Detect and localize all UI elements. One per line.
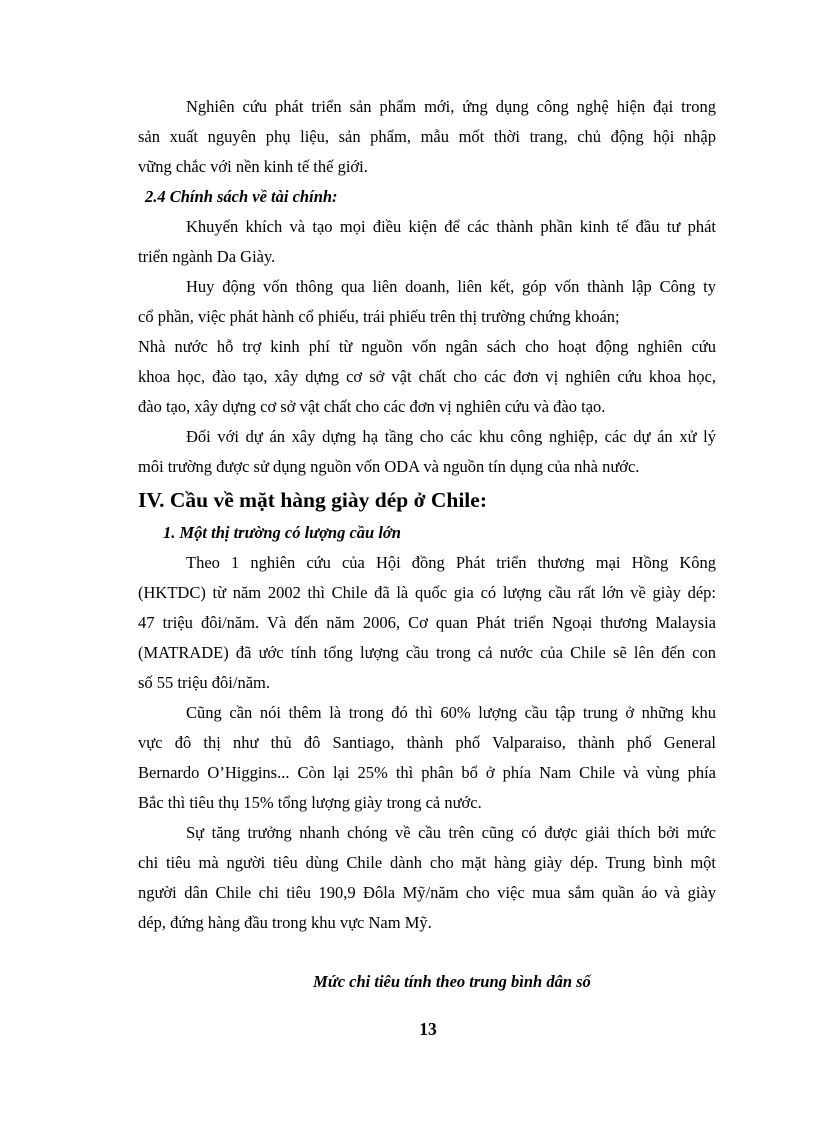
- text-line: Khuyến khích và tạo mọi điều kiện để các thành phần kinh tế đầu tư phát: [186, 217, 716, 236]
- text-line: Sự tăng trưởng nhanh chóng về cầu trên cũng có được giải thích bởi mức: [186, 823, 716, 842]
- text-line: số 55 triệu đôi/năm.: [138, 673, 270, 692]
- text-line: (MATRADE) đã ước tính tổng lượng cầu trong cả nước của Chile sẽ lên đến con: [138, 643, 716, 662]
- text-line: Đối với dự án xây dựng hạ tầng cho các khu công nghiệp, các dự án xử lý: [186, 427, 716, 446]
- text-line: Bernardo O’Higgins... Còn lại 25% thì phân bổ ở phía Nam Chile và vùng phía: [138, 763, 716, 782]
- text-line: chi tiêu mà người tiêu dùng Chile dành cho mặt hàng giày dép. Trung bình một: [138, 853, 716, 872]
- text-line: môi trường được sử dụng nguồn vốn ODA và nguồn tín dụng của nhà nước.: [138, 457, 640, 476]
- text-line: Bắc thì tiêu thụ 15% tổng lượng giày trong cả nước.: [138, 793, 482, 812]
- page-number: 13: [419, 1019, 437, 1039]
- paragraph: [138, 818, 716, 938]
- text-line: Huy động vốn thông qua liên doanh, liên kết, góp vốn thành lập Công ty: [186, 277, 716, 296]
- text-line: Theo 1 nghiên cứu của Hội đồng Phát triển thương mại Hồng Kông: [186, 553, 716, 572]
- text-line: khoa học, đào tạo, xây dựng cơ sở vật chất cho các đơn vị nghiên cứu khoa học,: [138, 367, 716, 386]
- text-line: Nghiên cứu phát triển sản phẩm mới, ứng dụng công nghệ hiện đại trong: [186, 97, 716, 116]
- text-line: Nhà nước hỗ trợ kinh phí từ nguồn vốn ngân sách cho hoạt động nghiên cứu: [138, 337, 716, 356]
- text-line: (HKTDC) từ năm 2002 thì Chile đã là quốc gia có lượng cầu rất lớn về giày dép:: [138, 583, 716, 602]
- table-caption: Mức chi tiêu tính theo trung bình dân số: [313, 972, 591, 991]
- text-line: 47 triệu đôi/năm. Và đến năm 2006, Cơ quan Phát triển Ngoại thương Malaysia: [138, 613, 716, 632]
- chapter-heading: IV. Cầu về mặt hàng giày dép ở Chile:: [138, 488, 487, 512]
- text-line: dép, đứng hàng đầu trong khu vực Nam Mỹ.: [138, 913, 432, 932]
- text-line: vững chắc với nền kinh tế thế giới.: [138, 157, 368, 176]
- text-line: đào tạo, xây dựng cơ sở vật chất cho các đơn vị nghiên cứu và đào tạo.: [138, 397, 606, 416]
- paragraph: [138, 548, 716, 698]
- text-line: cổ phần, việc phát hành cổ phiếu, trái phiếu trên thị trường chứng khoán;: [138, 307, 620, 326]
- paragraph: [138, 272, 716, 332]
- text-line: vực đô thị như thủ đô Santiago, thành phố Valparaiso, thành phố General: [138, 733, 716, 752]
- paragraph: [138, 698, 716, 818]
- paragraph: [138, 212, 716, 272]
- text-line: sản xuất nguyên phụ liệu, sản phẩm, mẫu mốt thời trang, chủ động hội nhập: [138, 127, 716, 146]
- paragraph: [138, 92, 716, 182]
- section-heading: 2.4 Chính sách về tài chính:: [145, 187, 338, 206]
- subsection-heading: 1. Một thị trường có lượng cầu lớn: [163, 523, 401, 542]
- text-line: Cũng cần nói thêm là trong đó thì 60% lượng cầu tập trung ở những khu: [186, 703, 716, 722]
- text-line: triển ngành Da Giày.: [138, 247, 276, 266]
- text-line: người dân Chile chi tiêu 190,9 Đôla Mỹ/năm cho việc mua sắm quần áo và giày: [138, 883, 716, 902]
- paragraph: [138, 422, 716, 482]
- paragraph: [138, 332, 716, 422]
